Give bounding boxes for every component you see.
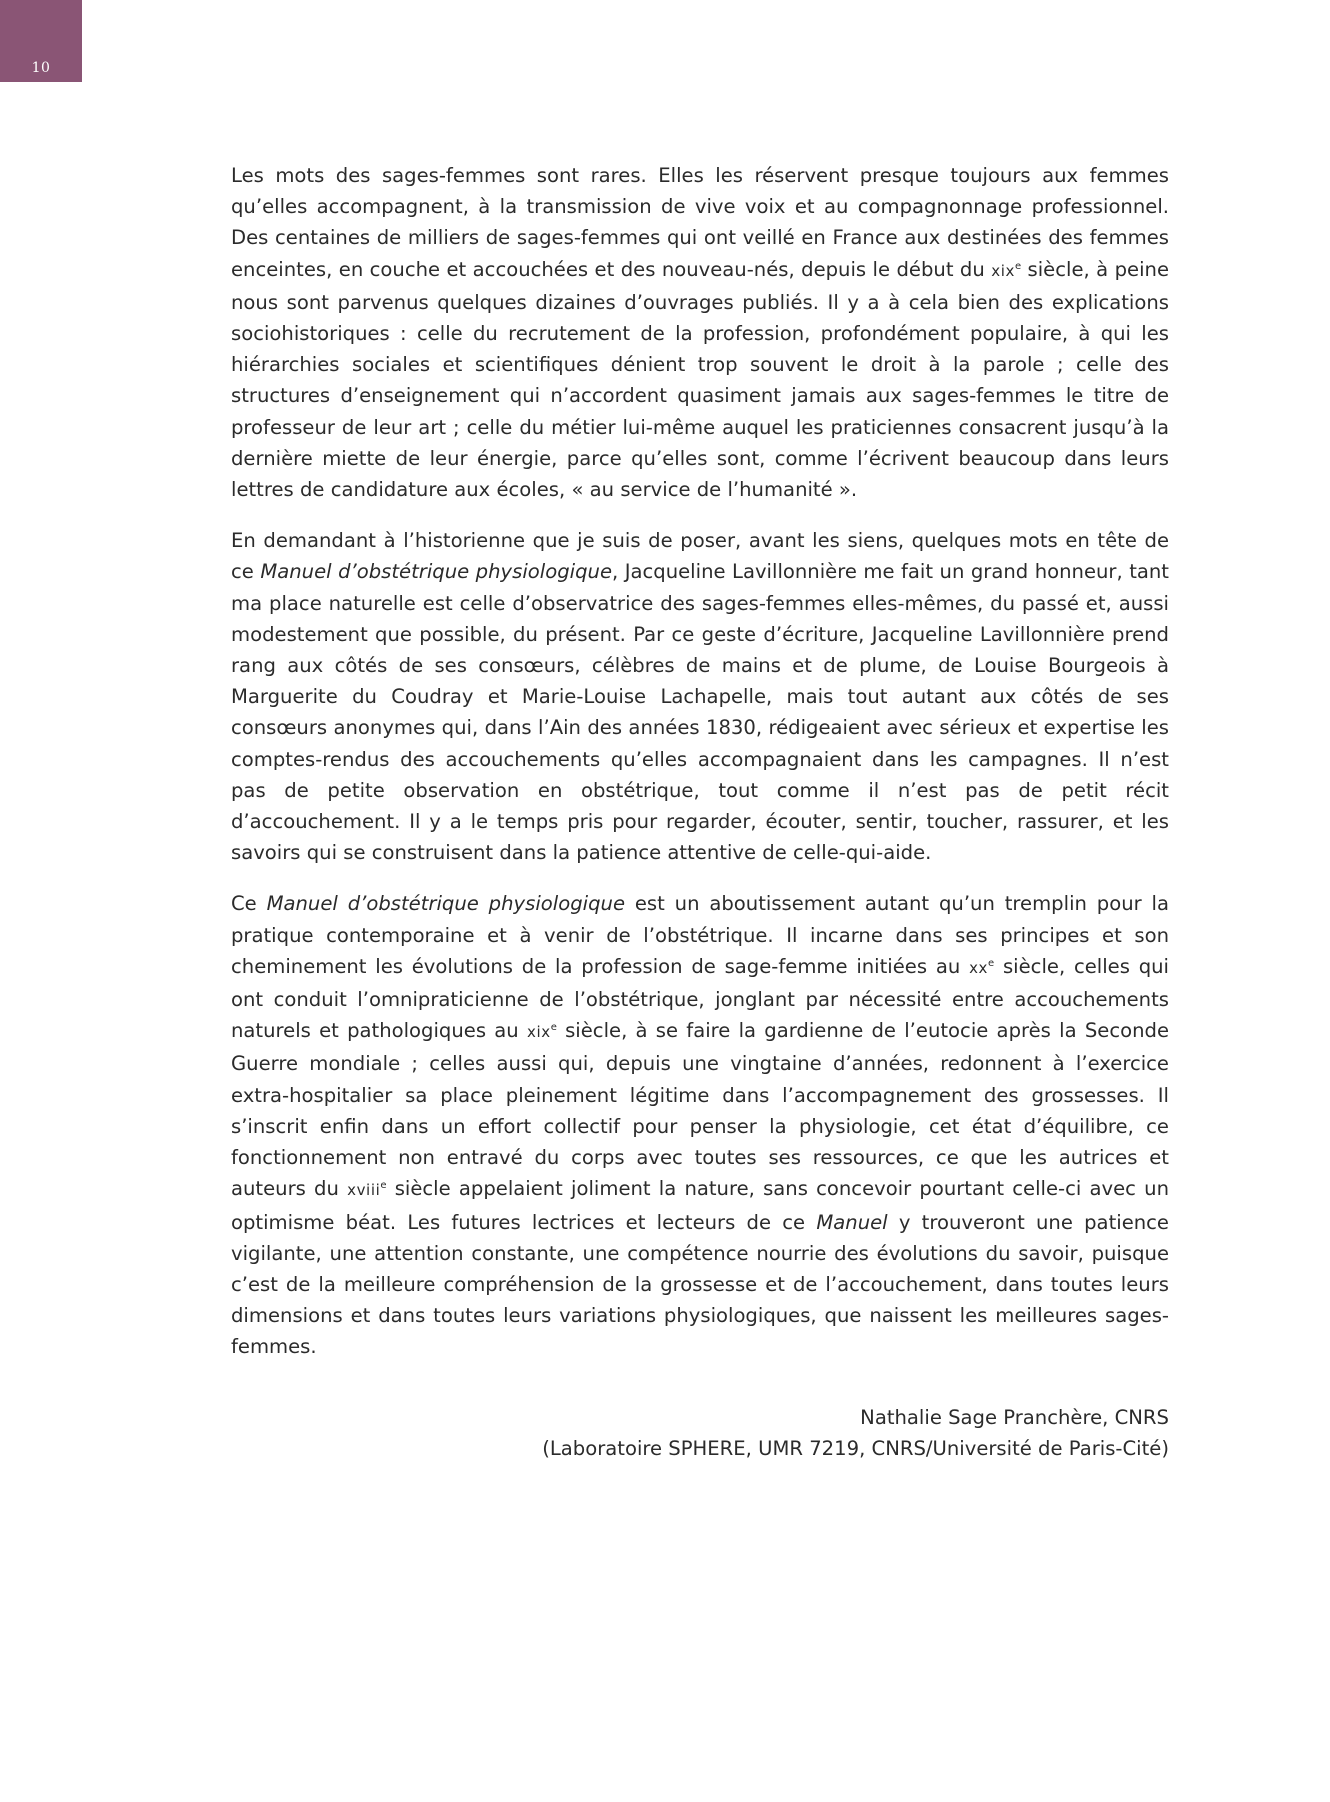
century-numeral: xviii — [347, 1181, 381, 1200]
signature-block — [542, 1402, 1169, 1464]
text-run: siècle, à peine nous sont parvenus quelques dizaines d’ouvrages publiés. Il y a à cela bien des explications sociohistoriques : celle du recrutement de la profession, profondément populaire, à qui les hiérarchies sociales et scientifiques dénient trop souvent le droit à la parole ; celle des structures d’enseignement qui n’accordent quasiment jamais aux sages-femmes le titre de professeur de leur art ; celle du métier lui-même auquel les praticiennes consacrent jusqu’à la dernière miette de leur énergie, parce qu’elles sont, comme l’écrivent beaucoup dans leurs lettres de candidature aux écoles, « au service de l’humanité ». — [231, 257, 1169, 502]
ordinal-suffix: e — [380, 1180, 387, 1192]
text-run: siècle appelaient joliment la nature, sans concevoir pourtant celle-ci avec un optimisme béat. Les futures lectrices et lecteurs de ce — [231, 1177, 1169, 1234]
text-run: Ce — [231, 892, 267, 916]
text-run: Les mots des sages-femmes sont rares. Elles les réservent presque toujours aux femmes qu’elles accompagnent, à la transmission de vive voix et au compagnonnage professionnel. Des centaines de milliers de sages-femmes qui ont veillé en France aux destinées des femmes enceintes, en couche et accouchées et des nouveau-nés, depuis le début du — [231, 164, 1169, 281]
preface-paragraph — [231, 525, 1169, 868]
italic-title: Manuel d’obstétrique physiologique — [266, 892, 625, 916]
preface-paragraph — [231, 160, 1169, 505]
preface-body — [231, 160, 1169, 1383]
text-run: y trouveront une patience vigilante, une attention constante, une compétence nourrie des évolutions du savoir, puisque c’est de la meilleure compréhension de la grossesse et de l’accouchement, dans toutes leurs dimensions et dans toutes leurs variations physiologiques, que naissent les meilleures sages-femmes. — [231, 1210, 1169, 1359]
ordinal-suffix: e — [1014, 260, 1022, 272]
italic-title: Manuel d’obstétrique physiologique — [260, 560, 612, 584]
text-run: siècle, celles qui ont conduit l’omnipraticienne de l’obstétrique, jonglant par nécessité entre accouchements naturels et pathologiques au — [231, 954, 1170, 1043]
century-numeral: xx — [969, 958, 989, 977]
italic-title: Manuel — [816, 1210, 888, 1234]
century-numeral: xix — [991, 261, 1015, 280]
preface-paragraph — [231, 888, 1169, 1362]
ordinal-suffix: e — [988, 957, 995, 969]
text-run: , Jacqueline Lavillonnière me fait un grand honneur, tant ma place naturelle est celle d’observatrice des sages-femmes elles-mêmes, du passé et, aussi modestement que possible, du présent. Par ce geste d’écriture, Jacqueline Lavillonnière prend rang aux côtés de ses consœurs, célèbres de mains et de plume, de Louise Bourgeois à Marguerite du Coudray et Marie-Louise Lachapelle, mais tout autant aux côtés de ses consœurs anonymes qui, dans l’Ain des années 1830, rédigeaient avec sérieux et expertise les comptes-rendus des accouchements qu’elles accompagnaient dans les campagnes. Il n’est pas de petite observation en obstétrique, tout comme il n’est pas de petit récit d’accouchement. Il y a le temps pris pour regarder, écouter, sentir, toucher, rassurer, et les savoirs qui se construisent dans la patience attentive de celle-qui-aide. — [231, 560, 1169, 865]
text-run: En demandant à l’historienne que je suis de poser, avant les siens, quelques mots en tête de ce — [231, 529, 1169, 584]
text-run: est un aboutissement autant qu’un tremplin pour la pratique contemporaine et à venir de l’obstétrique. Il incarne dans ses principes et son cheminement les évolutions de la profession de sage-femme initiées au — [231, 892, 1169, 978]
signature-author: Nathalie Sage Pranchère, CNRS — [860, 1406, 1169, 1429]
page-number: 10 — [31, 60, 51, 76]
ordinal-suffix: e — [550, 1022, 557, 1034]
century-numeral: xix — [526, 1023, 551, 1042]
page-number-tab — [0, 0, 82, 82]
signature-affiliation: (Laboratoire SPHERE, UMR 7219, CNRS/Université de Paris-Cité) — [542, 1437, 1169, 1461]
text-run: siècle, à se faire la gardienne de l’eutocie après la Seconde Guerre mondiale ; celles aussi qui, depuis une vingtaine d’années, redonnent à l’exercice extra-hospitalier sa place pleinement légitime dans l’accompagnement des grossesses. Il s’inscrit enfin dans un effort collectif pour penser la physiologie, cet état d’équilibre, ce fonctionnement non entravé du corps avec toutes ses ressources, ce que les autrices et auteurs du — [231, 1019, 1169, 1201]
